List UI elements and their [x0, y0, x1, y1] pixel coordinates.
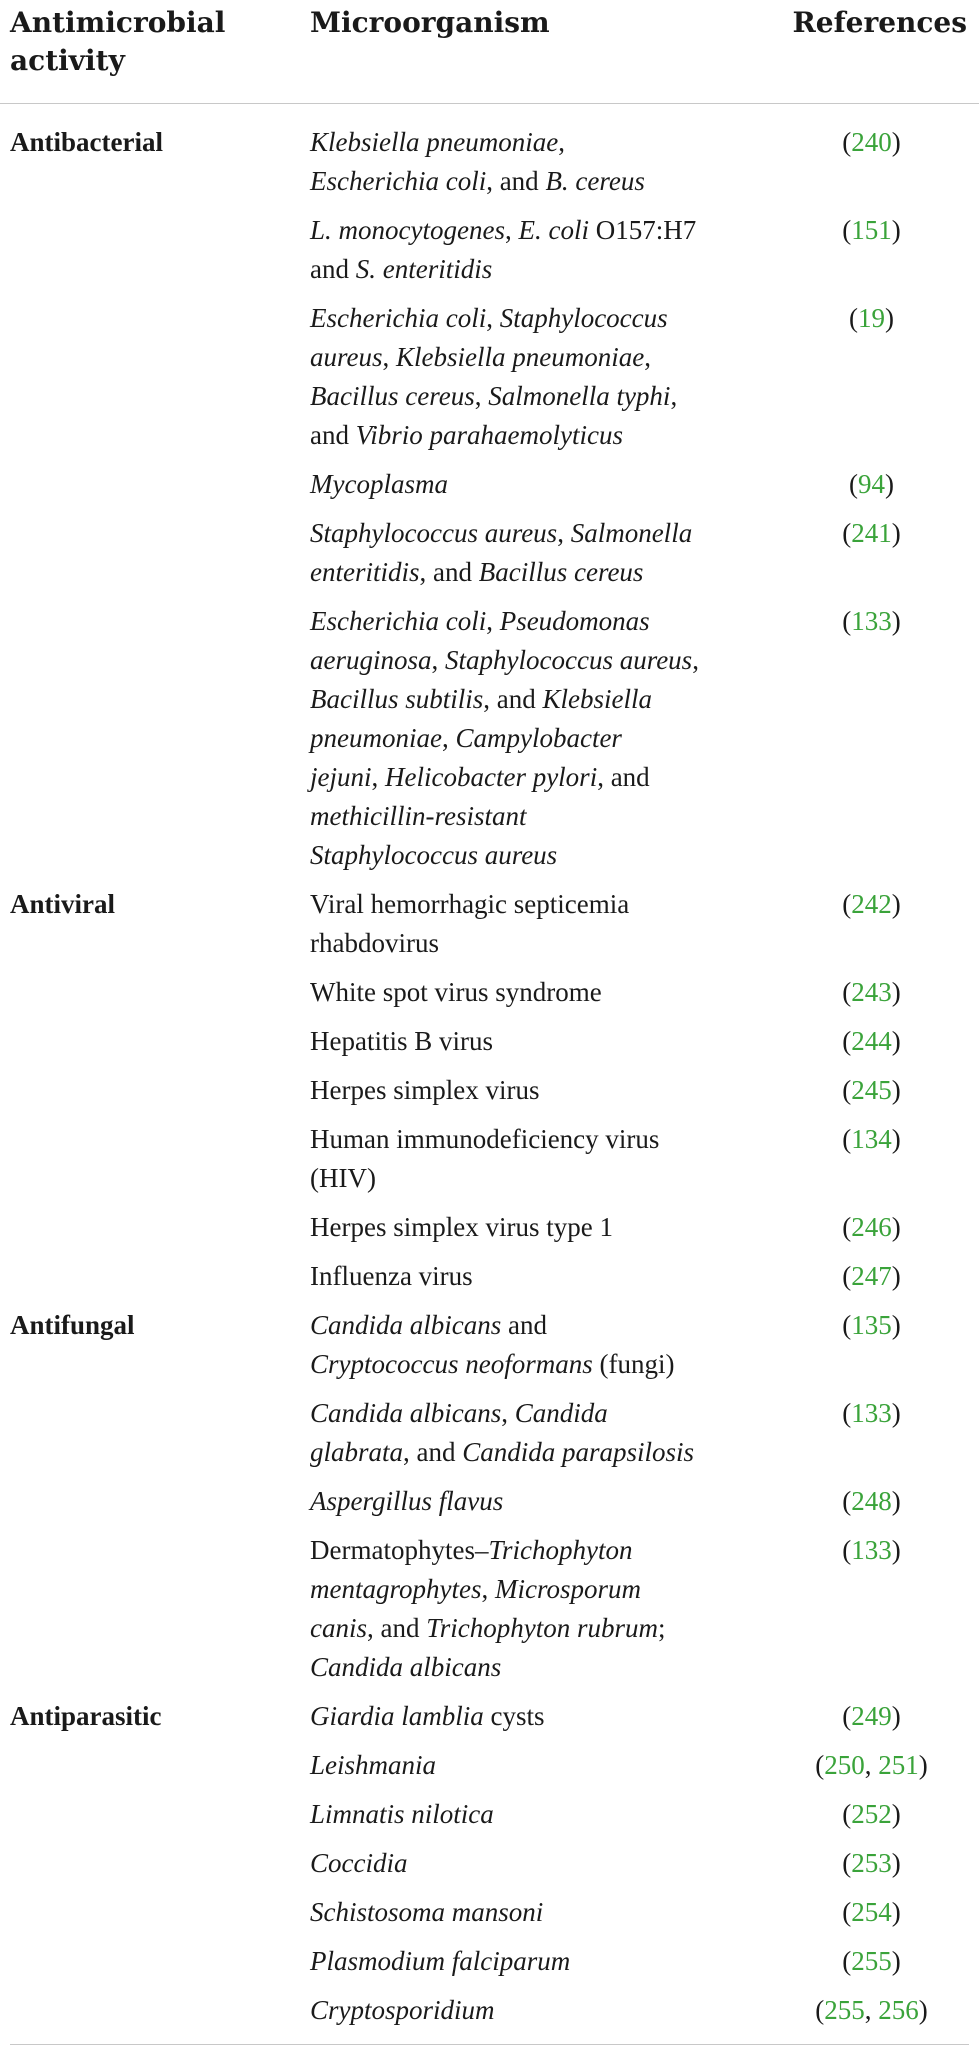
reference-cell: (248) [842, 1486, 901, 1516]
table-row [0, 1893, 979, 1942]
reference-link[interactable]: 248 [851, 1486, 892, 1516]
microorganism-cell: Hepatitis B virus [310, 1026, 493, 1056]
reference-cell: (245) [842, 1075, 901, 1105]
reference-cell: (240) [842, 127, 901, 157]
table-header [0, 0, 979, 104]
microorganism-cell: Mycoplasma [310, 469, 448, 499]
table-row [0, 1991, 979, 2040]
reference-cell: (134) [842, 1124, 901, 1154]
reference-link[interactable]: 244 [851, 1026, 892, 1056]
reference-cell: (133) [842, 1398, 901, 1428]
reference-cell: (241) [842, 518, 901, 548]
table-row [0, 1120, 979, 1208]
reference-link[interactable]: 133 [851, 606, 892, 636]
microorganism-cell: Staphylococcus aureus, Salmonella enteritidis, and Bacillus cereus [310, 518, 693, 587]
table-row [0, 465, 979, 514]
reference-link[interactable]: 245 [851, 1075, 892, 1105]
table-row [0, 1942, 979, 1991]
table-row [0, 1795, 979, 1844]
reference-cell: (249) [842, 1701, 901, 1731]
reference-link[interactable]: 19 [858, 303, 885, 333]
table-row [0, 1482, 979, 1531]
table-row [0, 1394, 979, 1482]
header-microorganism: Microorganism [310, 6, 550, 39]
reference-link[interactable]: 133 [851, 1535, 892, 1565]
microorganism-cell: Viral hemorrhagic septicemia rhabdovirus [310, 889, 630, 958]
reference-link[interactable]: 251 [878, 1750, 919, 1780]
reference-link[interactable]: 243 [851, 977, 892, 1007]
reference-link[interactable]: 94 [858, 469, 885, 499]
table-row [0, 973, 979, 1022]
reference-cell: (242) [842, 889, 901, 919]
microorganism-cell: Dermatophytes–Trichophyton mentagrophytes, Microsporum canis, and Trichophyton rubrum; Candida albicans [310, 1535, 666, 1682]
reference-cell: (133) [842, 606, 901, 636]
reference-link[interactable]: 135 [851, 1310, 892, 1340]
reference-cell: (94) [849, 469, 894, 499]
microorganism-cell: Aspergillus flavus [310, 1486, 504, 1516]
reference-link[interactable]: 254 [851, 1897, 892, 1927]
reference-link[interactable]: 255 [824, 1995, 865, 2025]
microorganism-cell: Herpes simplex virus type 1 [310, 1212, 613, 1242]
reference-cell: (255, 256) [815, 1995, 928, 2025]
reference-cell: (252) [842, 1799, 901, 1829]
microorganism-cell: Limnatis nilotica [310, 1799, 494, 1829]
reference-link[interactable]: 240 [851, 127, 892, 157]
reference-link[interactable]: 252 [851, 1799, 892, 1829]
microorganism-cell: Escherichia coli, Staphylococcus aureus, Klebsiella pneumoniae, Bacillus cereus, Salmonella typhi, and Vibrio parahaemolyticus [310, 303, 678, 450]
reference-cell: (254) [842, 1897, 901, 1927]
microorganism-cell: Klebsiella pneumoniae, Escherichia coli, and B. cereus [310, 127, 645, 196]
table-row [0, 123, 979, 211]
microorganism-cell: L. monocytogenes, E. coli O157:H7 and S. enteritidis [310, 215, 697, 284]
microorganism-cell: Leishmania [310, 1750, 437, 1780]
table-row [0, 1697, 979, 1746]
microorganism-cell: Escherichia coli, Pseudomonas aeruginosa, Staphylococcus aureus, Bacillus subtilis, and Klebsiella pneumoniae, Campylobacter jejuni, Helicobacter pylori, and methicillin-resistant Staphylococcus aureus [310, 606, 699, 870]
table-row [0, 514, 979, 602]
table-row [0, 1531, 979, 1697]
microorganism-cell: Plasmodium falciparum [310, 1946, 571, 1976]
table-row [0, 1257, 979, 1306]
header-antimicrobial-activity: Antimicrobial activity [10, 6, 226, 77]
header-references: References [792, 6, 967, 39]
table-row [0, 299, 979, 465]
reference-cell: (135) [842, 1310, 901, 1340]
reference-link[interactable]: 247 [851, 1261, 892, 1291]
reference-link[interactable]: 134 [851, 1124, 892, 1154]
table-row [0, 1746, 979, 1795]
reference-cell: (133) [842, 1535, 901, 1565]
reference-link[interactable]: 250 [824, 1750, 865, 1780]
reference-cell: (255) [842, 1946, 901, 1976]
table-row [0, 1306, 979, 1394]
reference-cell: (19) [849, 303, 894, 333]
reference-cell: (243) [842, 977, 901, 1007]
reference-link[interactable]: 241 [851, 518, 892, 548]
microorganism-cell: Human immunodeficiency virus (HIV) [310, 1124, 660, 1193]
reference-cell: (247) [842, 1261, 901, 1291]
table-row [0, 1022, 979, 1071]
table-row [0, 1071, 979, 1120]
microorganism-cell: Candida albicans and Cryptococcus neoformans (fungi) [310, 1310, 675, 1379]
microorganism-cell: Cryptosporidium [310, 1995, 495, 2025]
category-label: Antifungal [10, 1310, 135, 1340]
reference-link[interactable]: 242 [851, 889, 892, 919]
microorganism-cell: Herpes simplex virus [310, 1075, 540, 1105]
reference-link[interactable]: 253 [851, 1848, 892, 1878]
table-row [0, 602, 979, 885]
reference-link[interactable]: 246 [851, 1212, 892, 1242]
microorganism-cell: Influenza virus [310, 1261, 473, 1291]
table-row [0, 1844, 979, 1893]
table-row [0, 211, 979, 299]
reference-cell: (253) [842, 1848, 901, 1878]
reference-link[interactable]: 255 [851, 1946, 892, 1976]
category-label: Antiviral [10, 889, 115, 919]
reference-link[interactable]: 151 [851, 215, 892, 245]
table-row [0, 885, 979, 973]
microorganism-cell: Schistosoma mansoni [310, 1897, 544, 1927]
reference-link[interactable]: 133 [851, 1398, 892, 1428]
microorganism-cell: Coccidia [310, 1848, 408, 1878]
reference-cell: (246) [842, 1212, 901, 1242]
reference-link[interactable]: 256 [878, 1995, 919, 2025]
table-body [0, 104, 979, 2040]
microorganism-cell: Candida albicans, Candida glabrata, and Candida parapsilosis [310, 1398, 695, 1467]
category-label: Antibacterial [10, 127, 163, 157]
reference-cell: (244) [842, 1026, 901, 1056]
microorganism-cell: White spot virus syndrome [310, 977, 602, 1007]
reference-cell: (250, 251) [815, 1750, 928, 1780]
category-label: Antiparasitic [10, 1701, 162, 1731]
reference-link[interactable]: 249 [851, 1701, 892, 1731]
microorganism-cell: Giardia lamblia cysts [310, 1701, 545, 1731]
table-row [0, 1208, 979, 1257]
reference-cell: (151) [842, 215, 901, 245]
